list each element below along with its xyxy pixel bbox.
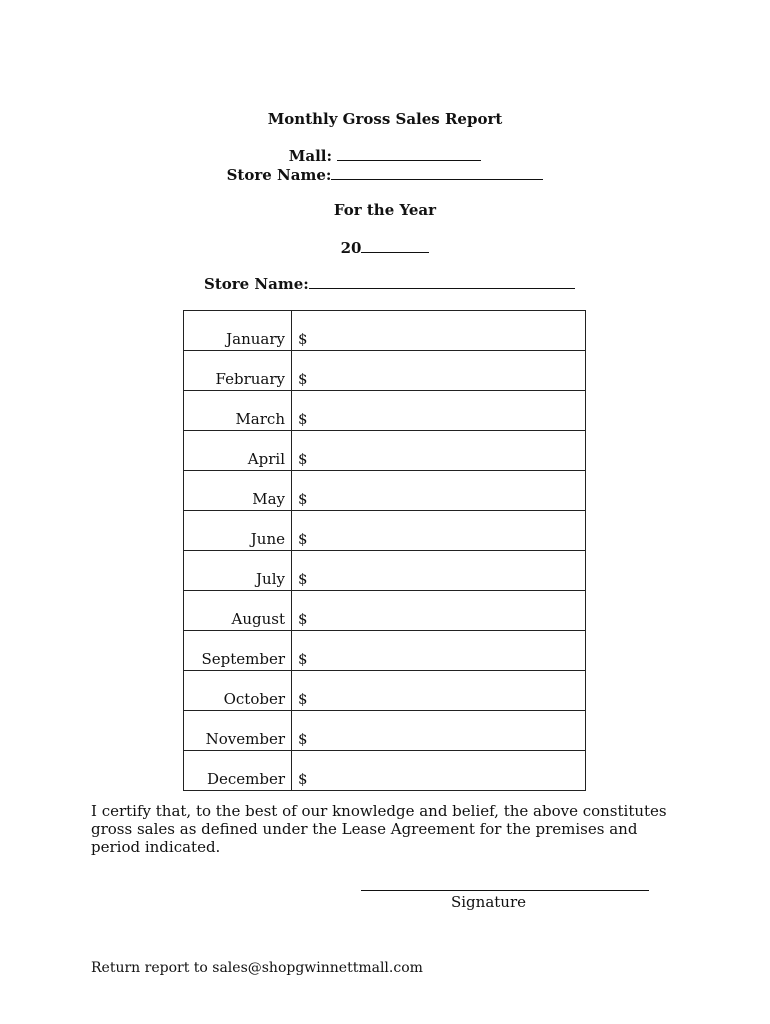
amount-cell[interactable]	[292, 671, 586, 711]
month-label: April	[184, 431, 292, 471]
table-row	[184, 431, 586, 471]
amount-cell[interactable]	[292, 751, 586, 791]
table-row	[184, 591, 586, 631]
certification-statement: I certify that, to the best of our knowledge and belief, the above constitutes gross sales as defined under the Lease Agreement for the premises and period indicated.	[91, 802, 667, 856]
mall-label: Mall:	[288, 147, 333, 165]
table-row	[184, 351, 586, 391]
currency-symbol: $	[298, 410, 308, 428]
amount-cell[interactable]	[292, 351, 586, 391]
amount-cell[interactable]	[292, 431, 586, 471]
currency-symbol: $	[298, 690, 308, 708]
currency-symbol: $	[298, 370, 308, 388]
store-name-label-top: Store Name:	[226, 166, 332, 184]
table-row	[184, 711, 586, 751]
currency-symbol: $	[298, 490, 308, 508]
amount-cell[interactable]	[292, 591, 586, 631]
table-row	[184, 471, 586, 511]
table-row	[184, 511, 586, 551]
year-field	[0, 238, 770, 257]
year-blank-line[interactable]	[361, 238, 429, 253]
monthly-sales-table	[183, 310, 586, 791]
amount-cell[interactable]	[292, 711, 586, 751]
amount-cell[interactable]	[292, 631, 586, 671]
store-name-label: Store Name:	[204, 275, 309, 293]
month-label: August	[184, 591, 292, 631]
month-label: February	[184, 351, 292, 391]
store-name-blank-line-top[interactable]	[331, 165, 543, 180]
amount-cell[interactable]	[292, 391, 586, 431]
signature-line[interactable]	[361, 890, 649, 891]
amount-cell[interactable]	[292, 551, 586, 591]
month-label: July	[184, 551, 292, 591]
amount-cell[interactable]	[292, 311, 586, 351]
signature-label: Signature	[450, 893, 526, 911]
report-title: Monthly Gross Sales Report	[267, 110, 503, 128]
return-instructions: Return report to sales@shopgwinnettmall.com	[91, 960, 423, 976]
store-name-blank-line[interactable]	[309, 274, 575, 289]
month-label: May	[184, 471, 292, 511]
store-name-field	[204, 274, 575, 293]
for-the-year-label: For the Year	[333, 201, 437, 219]
amount-cell[interactable]	[292, 511, 586, 551]
currency-symbol: $	[298, 730, 308, 748]
currency-symbol: $	[298, 610, 308, 628]
table-row	[184, 391, 586, 431]
month-label: June	[184, 511, 292, 551]
year-prefix: 20	[340, 239, 362, 257]
currency-symbol: $	[298, 770, 308, 788]
store-name-field-top	[0, 165, 770, 184]
month-label: March	[184, 391, 292, 431]
mall-blank-line[interactable]	[337, 146, 481, 161]
currency-symbol: $	[298, 450, 308, 468]
month-label: December	[184, 751, 292, 791]
table-row	[184, 631, 586, 671]
mall-field	[0, 146, 770, 165]
currency-symbol: $	[298, 530, 308, 548]
table-row	[184, 311, 586, 351]
month-label: January	[184, 311, 292, 351]
amount-cell[interactable]	[292, 471, 586, 511]
currency-symbol: $	[298, 650, 308, 668]
month-label: September	[184, 631, 292, 671]
month-label: November	[184, 711, 292, 751]
table-row	[184, 671, 586, 711]
month-label: October	[184, 671, 292, 711]
currency-symbol: $	[298, 330, 308, 348]
table-row	[184, 551, 586, 591]
table-row	[184, 751, 586, 791]
currency-symbol: $	[298, 570, 308, 588]
